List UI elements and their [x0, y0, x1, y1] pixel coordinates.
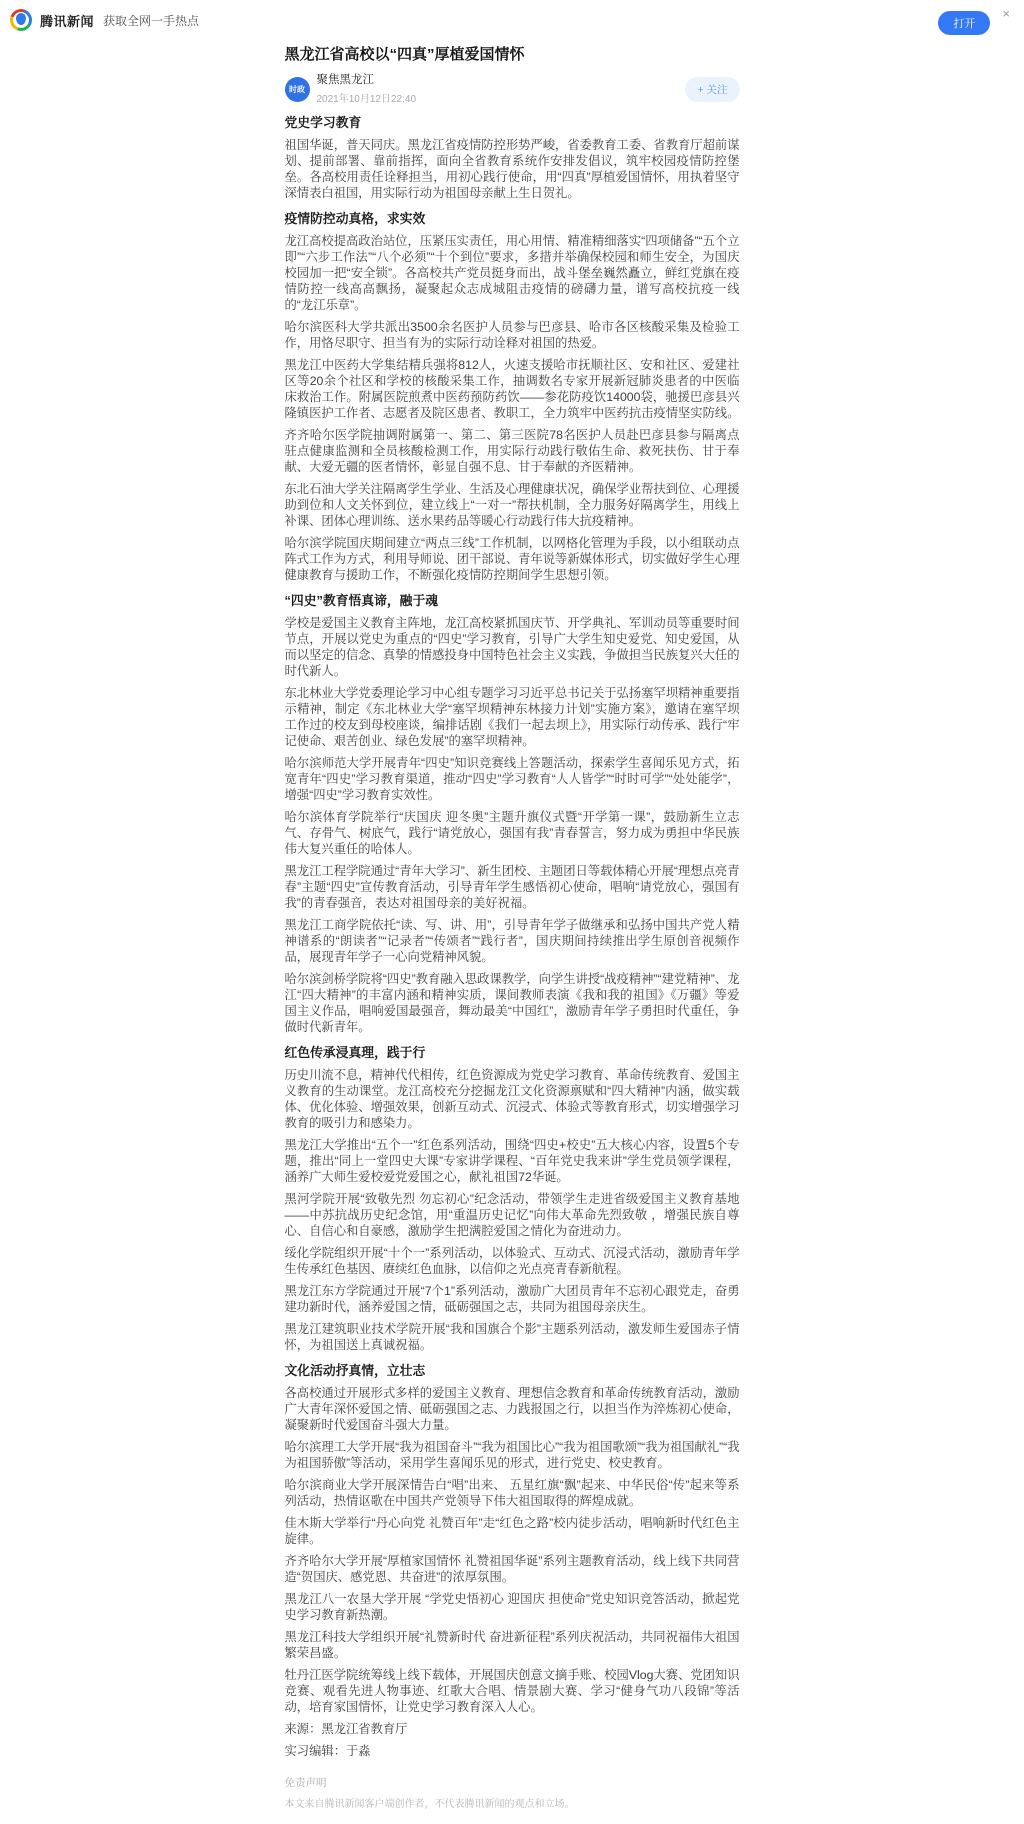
article-container: [285, 45, 740, 1824]
article-paragraph: 东北石油大学关注隔离学生学业、生活及心理健康状况，确保学业帮扶到位、心理援助到位和人文关怀到位，建立线上“一对一”帮扶机制，全力服务好隔离学生，用线上补课、团体心理训练、送水果药品等暖心行动践行伟大抗疫精神。: [284, 482, 740, 529]
article-paragraph: 黑龙江东方学院通过开展“7个1”系列活动，激励广大团员青年不忘初心跟党走，奋勇建功新时代，涵养爱国之情，砥砺强国之志，共同为祖国母亲庆生。: [284, 1284, 740, 1315]
article-paragraph: 黑龙江八一农垦大学开展 “学党史悟初心 迎国庆 担使命”党史知识竞答活动，掀起党史学习教育新热潮。: [284, 1592, 740, 1623]
disclaimer-title: 免责声明: [284, 1777, 327, 1790]
article-body: [285, 115, 740, 1759]
top-bar: [0, 0, 1024, 40]
section-heading: 红色传承浸真理，践于行: [284, 1045, 426, 1061]
article-paragraph: 哈尔滨师范大学开展青年“四史”知识竞赛线上答题活动，探索学生喜闻乐见方式，拓宽青年“四史”学习教育渠道，推动“四史”学习教育“人人皆学”“时时可学”“处处能学”，增强“四史”学习教育实效性。: [284, 756, 740, 803]
article-paragraph: 佳木斯大学举行“丹心向党 礼赞百年”走“红色之路”校内徒步活动，唱响新时代红色主旋律。: [284, 1516, 740, 1547]
brand-tagline: 获取全网一手热点: [103, 13, 200, 28]
author-name[interactable]: 聚焦黑龙江: [316, 74, 374, 87]
article-title: 黑龙江省高校以“四真”厚植爱国情怀: [284, 46, 525, 63]
article-paragraph: 哈尔滨体育学院举行“庆国庆 迎冬奥”主题升旗仪式暨“开学第一课”，鼓励新生立志气、存骨气、树底气，践行“请党放心，强国有我”青春誓言，努力成为勇担中华民族伟大复兴重任的哈体人。: [284, 810, 740, 857]
disclaimer-text: 本文来自腾讯新闻客户端创作者，不代表腾讯新闻的观点和立场。: [284, 1799, 575, 1811]
author-meta: [317, 74, 686, 105]
article-paragraph: 哈尔滨医科大学共派出3500余名医护人员参与巴彦县、哈市各区核酸采集及检验工作，用恪尽职守、担当有为的实际行动诠释对祖国的热爱。: [284, 320, 740, 351]
article-paragraph: 哈尔滨理工大学开展“我为祖国奋斗”“我为祖国比心”“我为祖国歌颂”“我为祖国献礼”“我为祖国骄傲”等活动，采用学生喜闻乐见的形式，进行党史、校史教育。: [284, 1440, 740, 1471]
article-paragraph: 黑龙江大学推出“五个一”红色系列活动，围绕“四史+校史”五大核心内容，设置5个专题，推出“同上一堂四史大课”专家讲学课程、“百年党史我来讲”学生党员领学课程，涵养广大师生爱校爱党爱国之心，献礼祖国72华诞。: [284, 1138, 740, 1185]
article-paragraph: 祖国华诞，普天同庆。黑龙江省疫情防控形势严峻，省委教育工委、省教育厅超前谋划、提前部署、靠前指挥，面向全省教育系统作安排发倡议，筑牢校园疫情防控堡垒。各高校用责任诠释担当，用初心践行使命，用“四真”厚植爱国情怀，用执着坚守深情表白祖国，用实际行动为祖国母亲献上生日贺礼。: [284, 138, 740, 201]
article-paragraph: 哈尔滨学院国庆期间建立“两点三线”工作机制，以网格化管理为手段，以小组联动点阵式工作为方式，利用导师说、团干部说、青年说等新媒体形式，切实做好学生心理健康教育与援助工作，不断强化疫情防控期间学生思想引领。: [284, 536, 740, 583]
article-paragraph: 黑龙江建筑职业技术学院开展“我和国旗合个影”主题系列活动，激发师生爱国赤子情怀，为祖国送上真诚祝福。: [284, 1322, 740, 1353]
author-row: [285, 74, 740, 105]
article-paragraph: 黑龙江科技大学组织开展“礼赞新时代 奋进新征程”系列庆祝活动，共同祝福伟大祖国繁荣昌盛。: [284, 1630, 740, 1661]
follow-button[interactable]: + 关注: [685, 77, 739, 102]
article-paragraph: 黑龙江工商学院依托“读、写、讲、用”，引导青年学子做继承和弘扬中国共产党人精神谱系的“朗读者”“记录者”“传颂者”“践行者”，国庆期间持续推出学生原创音视频作品，展现青年学子一心向党精神风貌。: [284, 918, 740, 965]
article-paragraph: 哈尔滨商业大学开展深情告白“唱”出来、 五星红旗“飘”起来、中华民俗“传”起来等系列活动，热情讴歌在中国共产党领导下伟大祖国取得的辉煌成就。: [284, 1478, 740, 1509]
article-paragraph: 黑龙江工程学院通过“青年大学习”、新生团校、主题团日等载体精心开展“理想点亮青春”主题“四史”宣传教育活动，引导青年学生感悟初心使命，唱响“请党放心，强国有我”的青春强音，表达对祖国母亲的美好祝福。: [284, 864, 740, 911]
section-heading: 文化活动抒真情，立壮志: [284, 1363, 426, 1379]
article-paragraph: 各高校通过开展形式多样的爱国主义教育、理想信念教育和革命传统教育活动，激励广大青年深怀爱国之情、砥砺强国之志、力践报国之行，以担当作为淬炼初心使命，凝聚新时代爱国奋斗强大力量。: [284, 1386, 740, 1433]
article-paragraph: 实习编辑：于淼: [284, 1744, 371, 1759]
article-paragraph: 齐齐哈尔大学开展“厚植家国情怀 礼赞祖国华诞”系列主题教育活动，线上线下共同营造“贺国庆、感党恩、共奋进”的浓厚氛围。: [284, 1554, 740, 1585]
article-paragraph: 齐齐哈尔医学院抽调附属第一、第二、第三医院78名医护人员赴巴彦县参与隔离点驻点健康监测和全员核酸检测工作，用实际行动践行敬佑生命、救死扶伤、甘于奉献、大爱无疆的医者情怀，彰显自强不息、甘于奉献的齐医精神。: [284, 428, 740, 475]
close-icon[interactable]: ×: [1002, 6, 1010, 21]
section-heading: 疫情防控动真格，求实效: [284, 211, 426, 227]
section-heading: “四史”教育悟真谛，融于魂: [284, 593, 439, 609]
publish-time: 2021年10月12日22:40: [316, 94, 417, 106]
article-paragraph: 黑河学院开展“致敬先烈 勿忘初心”纪念活动，带领学生走进省级爱国主义教育基地——中苏抗战历史纪念馆，用“重温历史记忆”向伟大革命先烈致敬 ，增强民族自尊心、自信心和自豪感，激励学生把满腔爱国之情化为奋进动力。: [284, 1192, 740, 1239]
brand-name: 腾讯新闻: [40, 13, 95, 29]
tencent-news-logo-icon[interactable]: [10, 9, 32, 31]
section-heading: 党史学习教育: [284, 115, 362, 131]
article-paragraph: 黑龙江中医药大学集结精兵强将812人，火速支援哈市抚顺社区、安和社区、爱建社区等20余个社区和学校的核酸采集工作，抽调数名专家开展新冠肺炎患者的中医临床救治工作。附属医院煎煮中医药预防药饮——参花防疫饮14000袋，驰援巴彦县兴隆镇医护工作者、志愿者及院区患者、教职工，全力筑牢中医药抗击疫情坚实防线。: [284, 358, 740, 421]
open-app-button[interactable]: 打开: [938, 11, 990, 35]
article-paragraph: 绥化学院组织开展“十个一”系列活动，以体验式、互动式、沉浸式活动，激励青年学生传承红色基因、赓续红色血脉，以信仰之光点亮青春新航程。: [284, 1246, 740, 1277]
author-avatar[interactable]: 时政: [285, 77, 310, 102]
article-paragraph: 龙江高校提高政治站位，压紧压实责任，用心用情、精准精细落实“四项储备”“五个立即”“六步工作法”“八个必须”“十个到位”要求，多措并举确保校园和师生安全，为国庆校园加一把“安全锁”。各高校共产党员挺身而出，战斗堡垒巍然矗立，鲜红党旗在疫情防控一线高高飘扬，凝聚起众志成城阻击疫情的磅礴力量，谱写高校抗疫一线的“龙江乐章”。: [284, 234, 740, 313]
article-paragraph: 牡丹江医学院统筹线上线下载体，开展国庆创意文摘手账、校园Vlog大赛、党团知识竞赛、观看先进人物事迹、红歌大合唱、情景剧大赛、学习“健身气功八段锦”等活动，培育家国情怀，让党史学习教育深入人心。: [284, 1668, 740, 1715]
disclaimer: [285, 1775, 740, 1824]
brand-area: [10, 9, 199, 31]
article-paragraph: 来源：黑龙江省教育厅: [284, 1722, 408, 1737]
article-paragraph: 哈尔滨剑桥学院将“四史”教育融入思政课教学，向学生讲授“战疫精神”“建党精神”、龙江“四大精神”的丰富内涵和精神实质，课间教师表演《我和我的祖国》《万疆》等爱国主义作品，唱响爱国最强音，舞动最美“中国红”，激励青年学子勇担时代重任，争做时代新青年。: [284, 972, 740, 1035]
topbar-right: [938, 5, 1010, 35]
article-paragraph: 历史川流不息，精神代代相传，红色资源成为党史学习教育、革命传统教育、爱国主义教育的生动课堂。龙江高校充分挖掘龙江文化资源禀赋和“四大精神”内涵，做实载体、优化体验、增强效果，创新互动式、沉浸式、体验式等教育形式，切实增强学习教育的吸引力和感染力。: [284, 1068, 740, 1131]
article-paragraph: 学校是爱国主义教育主阵地，龙江高校紧抓国庆节、开学典礼、军训动员等重要时间节点，开展以党史为重点的“四史”学习教育，引导广大学生知史爱党、知史爱国，从而以坚定的信念、真挚的情感投身中国特色社会主义实践，争做担当民族复兴大任的时代新人。: [284, 616, 740, 679]
article-paragraph: 东北林业大学党委理论学习中心组专题学习习近平总书记关于弘扬塞罕坝精神重要指示精神，制定《东北林业大学“塞罕坝精神东林接力计划”实施方案》，邀请在塞罕坝工作过的校友到母校座谈，编排话剧《我们一起去坝上》，用实际行动传承、践行“牢记使命、艰苦创业、绿色发展”的塞罕坝精神。: [284, 686, 740, 749]
